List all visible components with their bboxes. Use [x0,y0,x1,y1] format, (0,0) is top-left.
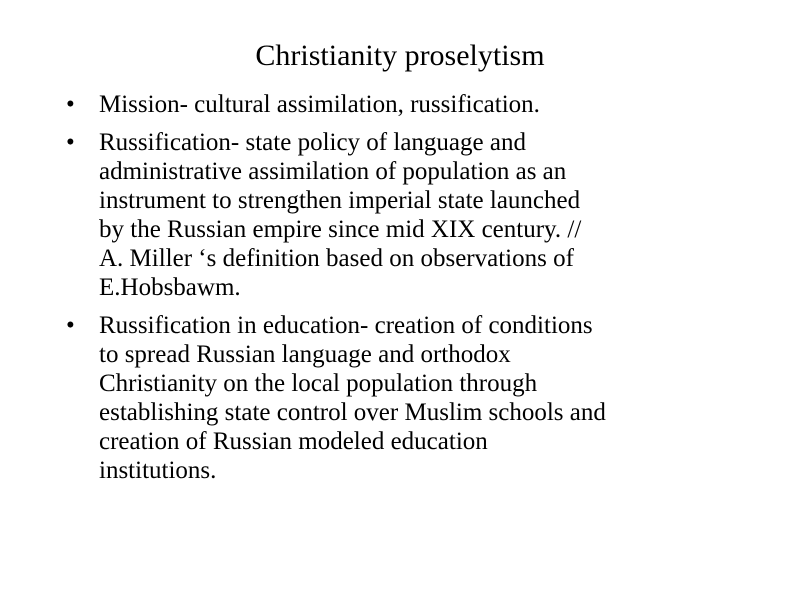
bullet-text-line: administrative assimilation of population as an [99,158,567,185]
bullet-text-line: E.Hobsbawm. [99,274,241,301]
bullet-text-line: instrument to strengthen imperial state launched [99,187,581,214]
bullet-text-line: creation of Russian modeled education [99,428,488,455]
bullet-text-line: Mission- cultural assimilation, russification. [99,91,540,118]
slide-title: Christianity proselytism [255,39,545,72]
bullet-dot-icon: • [66,312,75,339]
bullet-dot-icon: • [66,129,75,156]
bullet-text-line: Christianity on the local population through [99,370,538,397]
bullet-item-russification-definition [62,128,742,302]
bullet-dot-icon: • [66,91,75,118]
bullet-item-russification-education [62,311,742,485]
bullet-text-line: by the Russian empire since mid XIX century. // [99,216,582,243]
bullet-text-line: institutions. [99,457,217,484]
bullet-text-line: to spread Russian language and orthodox [99,341,511,368]
bullet-text-line: establishing state control over Muslim schools and [99,399,606,426]
bullet-text-line: Russification in education- creation of conditions [99,312,593,339]
bullet-list [62,90,742,494]
bullet-text-line: A. Miller ‘s definition based on observations of [99,245,574,272]
bullet-item-mission [62,90,742,119]
bullet-text-line: Russification- state policy of language and [99,129,526,156]
